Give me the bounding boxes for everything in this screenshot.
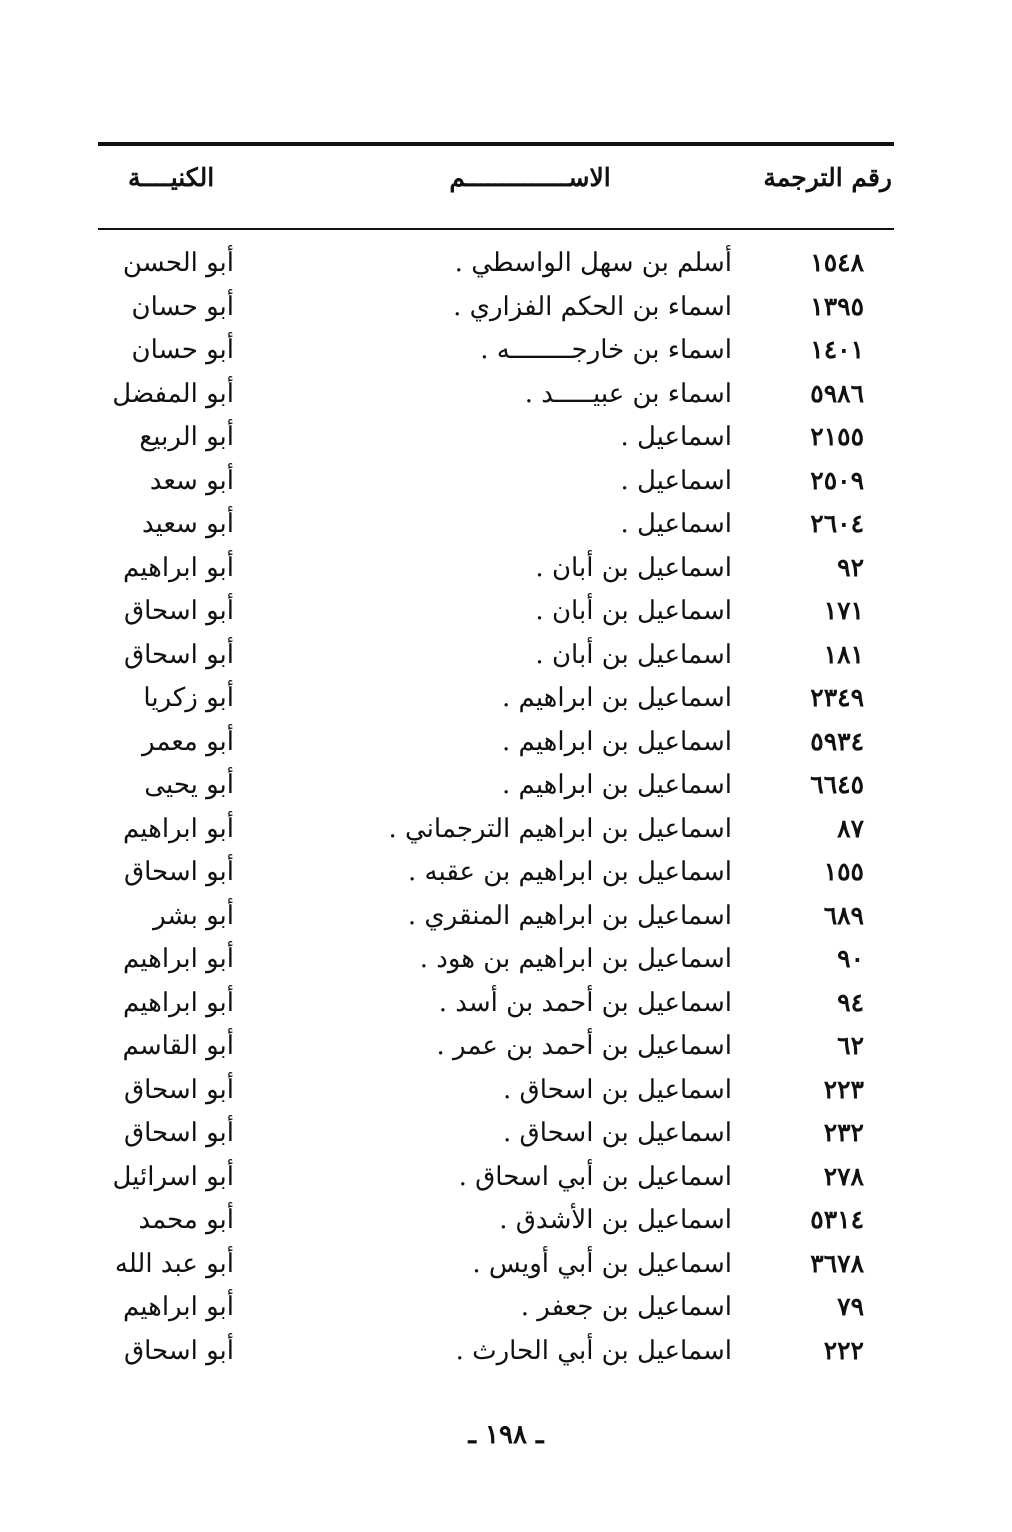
entry-number: ٣٦٧٨: [810, 1248, 864, 1278]
entry-kunya: أبو الحسن: [122, 248, 234, 278]
entry-number: ٦٢: [837, 1031, 864, 1060]
entry-name: اسماعيل بن أبان .: [535, 552, 732, 583]
entry-name: اسماء بن خارجــــــــه .: [480, 335, 732, 365]
entry-name: اسماعيل بن اسحاق .: [503, 1074, 732, 1105]
entry-number: ٦٦٤٥: [810, 770, 864, 799]
entry-number: ٢٥٠٩: [810, 465, 864, 495]
entry-number: ٢٣٤٩: [810, 683, 864, 712]
entry-kunya: أبو القاسم: [122, 1031, 234, 1061]
entry-name: اسماعيل .: [620, 465, 732, 496]
entry-name: اسماعيل بن ابراهيم بن عقبه .: [408, 857, 732, 887]
table-row: [0, 678, 1012, 722]
page-number: ـ ١٩٨ ـ: [468, 1420, 544, 1450]
entry-name: اسماعيل بن أحمد بن أسد .: [438, 987, 732, 1018]
entry-kunya: أبو اسحاق: [123, 596, 234, 626]
entry-name: اسماعيل بن جعفر .: [520, 1292, 732, 1322]
entry-number: ١٥٥: [823, 857, 864, 886]
entry-number: ٥٣١٤: [810, 1205, 864, 1234]
entry-number: ٦٨٩: [823, 900, 864, 930]
entry-kunya: أبو اسحاق: [123, 1335, 234, 1366]
table-row: [0, 896, 1012, 940]
table-row: [0, 374, 1012, 418]
entry-name: اسماعيل بن ابراهيم بن هود .: [419, 944, 732, 974]
table-row: [0, 1070, 1012, 1114]
entry-name: اسماء بن الحكم الفزاري .: [453, 291, 732, 322]
table-row: [0, 722, 1012, 766]
entry-name: اسماعيل بن ابراهيم المنقري .: [407, 900, 732, 931]
table-row: [0, 548, 1012, 592]
entry-number: ٧٩: [837, 1292, 864, 1321]
entry-kunya: أبو عبد الله: [114, 1248, 234, 1279]
entry-number: ١٣٩٥: [810, 291, 864, 321]
entry-name: اسماعيل .: [620, 422, 732, 452]
table-row: [0, 809, 1012, 853]
header-number: رقم الترجمة: [763, 163, 892, 192]
entry-kunya: أبو ابراهيم: [122, 552, 234, 583]
table-row: [0, 330, 1012, 374]
entry-kunya: أبو محمد: [138, 1205, 234, 1235]
entry-kunya: أبو حسان: [131, 291, 234, 322]
entry-number: ٢٦٠٤: [810, 509, 864, 538]
header-rule: [98, 228, 894, 230]
entry-name: اسماعيل بن أحمد بن عمر .: [436, 1031, 732, 1061]
entry-name: اسماعيل بن الأشدق .: [499, 1205, 732, 1235]
entry-kunya: أبو ابراهيم: [122, 813, 234, 844]
entry-number: ٢٧٨: [823, 1161, 864, 1191]
entry-kunya: أبو ابراهيم: [122, 944, 234, 974]
entry-name: اسماعيل بن ابراهيم الترجماني .: [388, 813, 732, 844]
entry-kunya: أبو يحيى: [144, 770, 234, 800]
entry-number: ٢٢٢: [823, 1335, 864, 1365]
entry-kunya: أبو اسحاق: [123, 1074, 234, 1105]
entry-kunya: أبو اسحاق: [123, 857, 234, 887]
top-rule: [98, 142, 894, 146]
entry-name: أسلم بن سهل الواسطي .: [454, 248, 732, 278]
table-row: [0, 939, 1012, 983]
entry-kunya: أبو سعيد: [142, 509, 234, 539]
table-row: [0, 635, 1012, 679]
entry-kunya: أبو اسرائيل: [112, 1161, 234, 1192]
table-row: [0, 591, 1012, 635]
table-row: [0, 1331, 1012, 1375]
entry-kunya: أبو المفضل: [112, 378, 234, 409]
table-row: [0, 765, 1012, 809]
entry-number: ١٥٤٨: [810, 248, 864, 277]
entry-kunya: أبو ابراهيم: [122, 987, 234, 1018]
table-row: [0, 461, 1012, 505]
entry-name: اسماعيل بن أبان .: [535, 596, 732, 626]
entry-number: ٢١٥٥: [810, 422, 864, 451]
entry-kunya: أبو اسحاق: [123, 639, 234, 670]
entry-number: ٥٩٨٦: [810, 378, 864, 408]
entry-number: ٩٢: [837, 552, 864, 582]
entry-kunya: أبو اسحاق: [123, 1118, 234, 1148]
entry-number: ٥٩٣٤: [810, 726, 864, 756]
entry-kunya: أبو ابراهيم: [122, 1292, 234, 1322]
entry-number: ١٤٠١: [810, 335, 864, 364]
entry-number: ٩٤: [837, 987, 864, 1017]
entry-kunya: أبو سعد: [149, 465, 234, 496]
table-row: [0, 287, 1012, 331]
entry-name: اسماعيل بن ابراهيم .: [502, 770, 732, 800]
entries-table: [0, 243, 1012, 1374]
entry-name: اسماعيل بن اسحاق .: [503, 1118, 732, 1148]
entry-name: اسماعيل بن أبي أويس .: [472, 1248, 732, 1279]
entry-kunya: أبو معمر: [141, 726, 234, 757]
entry-name: اسماعيل بن أبان .: [535, 639, 732, 670]
entry-kunya: أبو بشر: [153, 900, 234, 931]
entry-number: ٢٢٣: [823, 1074, 864, 1104]
entry-kunya: أبو زكريا: [143, 683, 234, 713]
table-row: [0, 243, 1012, 287]
table-row: [0, 983, 1012, 1027]
table-row: [0, 1244, 1012, 1288]
entry-name: اسماعيل بن ابراهيم .: [502, 726, 732, 757]
header-name: الاســــــــــــــم: [449, 163, 611, 192]
entry-name: اسماعيل بن أبي اسحاق .: [458, 1161, 732, 1192]
entry-name: اسماعيل .: [620, 509, 732, 539]
entry-name: اسماعيل بن أبي الحارث .: [455, 1335, 732, 1366]
table-row: [0, 1113, 1012, 1157]
table-row: [0, 1157, 1012, 1201]
table-row: [0, 1287, 1012, 1331]
entry-number: ٢٣٢: [823, 1118, 864, 1147]
entry-number: ١٨١: [823, 639, 864, 669]
entry-name: اسماء بن عبيـــــد .: [524, 378, 732, 409]
header-kunya: الكنيــــة: [128, 163, 215, 192]
entry-number: ٩٠: [837, 944, 864, 973]
table-row: [0, 1200, 1012, 1244]
table-row: [0, 1026, 1012, 1070]
table-row: [0, 417, 1012, 461]
table-row: [0, 504, 1012, 548]
entry-kunya: أبو الربيع: [139, 422, 234, 452]
entry-number: ١٧١: [823, 596, 864, 625]
entry-number: ٨٧: [837, 813, 864, 843]
entry-name: اسماعيل بن ابراهيم .: [502, 683, 732, 713]
entry-kunya: أبو حسان: [131, 335, 234, 365]
table-row: [0, 852, 1012, 896]
